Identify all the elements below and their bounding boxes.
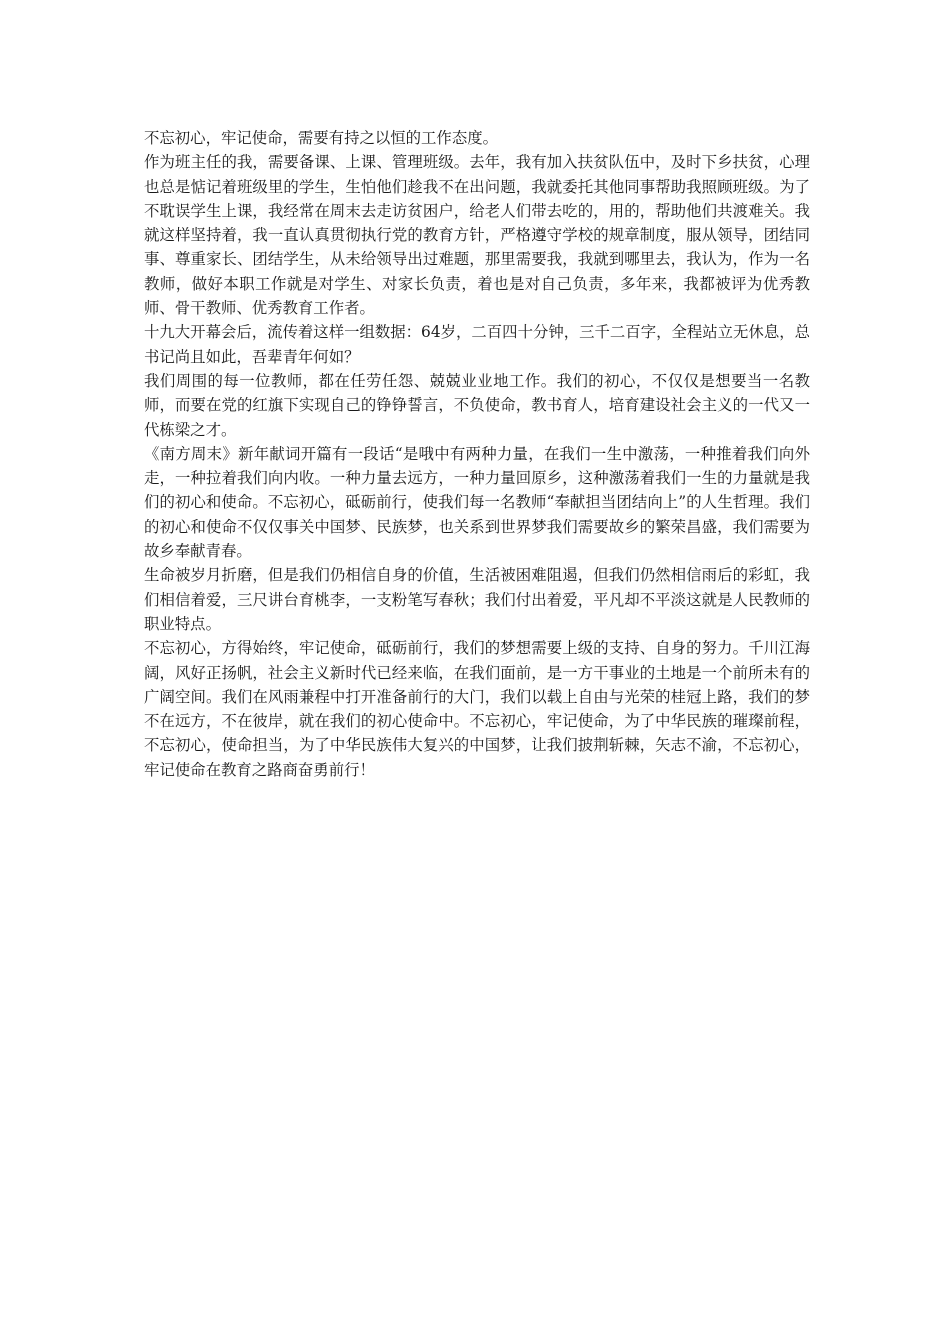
paragraph: 生命被岁月折磨，但是我们仍相信自身的价值，生活被困难阻遏，但我们仍然相信雨后的彩虹，我们相信着爱，三尺讲台育桃李，一支粉笔写春秋；我们付出着爱，平凡却不平淡这就是人民教师的职业特点。 [144, 566, 810, 633]
paragraph: 不忘初心，牢记使命，需要有持之以恒的工作态度。 [144, 129, 498, 147]
paragraph: 十九大开幕会后，流传着这样一组数据：64岁，二百四十分钟，三千二百字，全程站立无休息，总书记尚且如此，吾辈青年何如？ [144, 323, 810, 366]
paragraph: 《南方周末》新年献词开篇有一段话“是哦中有两种力量，在我们一生中激荡，一种推着我们向外走，一种拉着我们向内收。一种力量去远方，一种力量回原乡，这种激荡着我们一生的力量就是我们的初心和使命。不忘初心，砥砺前行，使我们每一名教师“奉献担当团结向上”的人生哲理。我们的初心和使命不仅仅事关中国梦、民族梦，也关系到世界梦我们需要故乡的繁荣昌盛，我们需要为故乡奉献青春。 [144, 444, 810, 561]
paragraph: 作为班主任的我，需要备课、上课、管理班级。去年，我有加入扶贫队伍中，及时下乡扶贫，心理也总是惦记着班级里的学生，生怕他们趁我不在出问题，我就委托其他同事帮助我照顾班级。为了不耽误学生上课，我经常在周末去走访贫困户，给老人们带去吃的，用的，帮助他们共渡难关。我就这样坚持着，我一直认真贯彻执行党的教育方针，严格遵守学校的规章制度，服从领导，团结同事、尊重家长、团结学生，从未给领导出过难题，那里需要我，我就到哪里去，我认为，作为一名教师，做好本职工作就是对学生、对家长负责，着也是对自己负责，多年来，我都被评为优秀教师、骨干教师、优秀教育工作者。 [144, 153, 810, 318]
paragraph: 我们周围的每一位教师，都在任劳任怨、兢兢业业地工作。我们的初心，不仅仅是想要当一名教师，而要在党的红旗下实现自己的铮铮誓言，不负使命，教书育人，培育建设社会主义的一代又一代栋梁之才。 [144, 371, 810, 439]
document-body [144, 126, 810, 782]
paragraph: 不忘初心，方得始终，牢记使命，砥砺前行，我们的梦想需要上级的支持、自身的努力。千川江海阔，风好正扬帆，社会主义新时代已经来临，在我们面前，是一方干事业的土地是一个前所未有的广阔空间。我们在风雨兼程中打开准备前行的大门，我们以载上自由与光荣的桂冠上路，我们的梦不在远方，不在彼岸，就在我们的初心使命中。不忘初心，牢记使命，为了中华民族的璀璨前程，不忘初心，使命担当，为了中华民族伟大复兴的中国梦，让我们披荆斩棘，矢志不渝，不忘初心，牢记使命在教育之路商奋勇前行！ [144, 639, 810, 779]
